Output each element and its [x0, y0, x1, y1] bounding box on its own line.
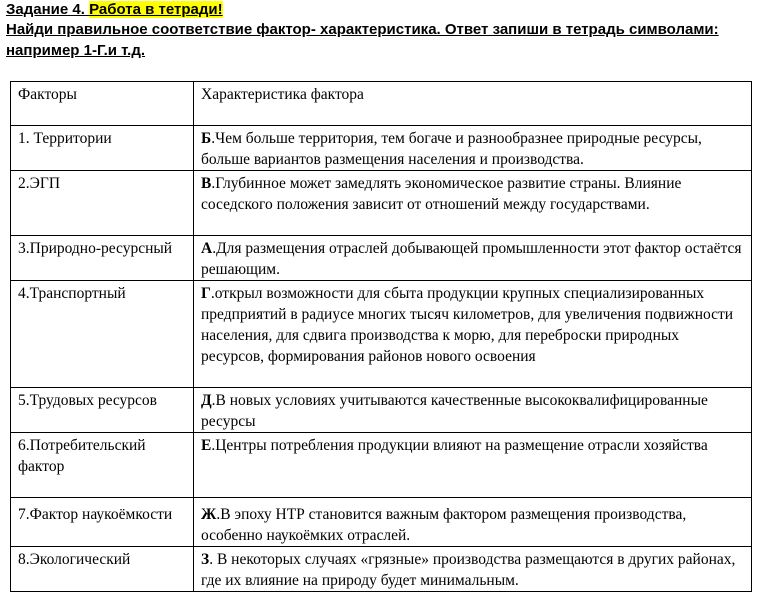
- answer-letter: В: [201, 175, 212, 192]
- characteristic-cell: [194, 433, 752, 498]
- answer-letter: Е: [201, 437, 212, 454]
- factor-cell: 7.Фактор наукоёмкости: [11, 498, 194, 547]
- header-factors: Факторы: [11, 82, 194, 126]
- factor-cell: 8.Экологический: [11, 547, 194, 592]
- task-highlight: Работа в тетради!: [89, 1, 223, 18]
- characteristic-cell: [194, 171, 752, 236]
- characteristic-cell: [194, 236, 752, 281]
- table-row: [11, 236, 752, 281]
- answer-letter: Б: [201, 130, 212, 147]
- table-row: [11, 498, 752, 547]
- factor-cell: 1. Территории: [11, 126, 194, 171]
- characteristic-cell: [194, 281, 752, 388]
- factor-cell: 2.ЭГП: [11, 171, 194, 236]
- characteristic-text: .Центры потребления продукции влияют на размещение отрасли хозяйства: [211, 437, 708, 454]
- characteristic-text: .В эпоху НТР становится важным фактором размещения производства, особенно наукоёмких отраслей.: [201, 506, 687, 544]
- table-row: [11, 433, 752, 498]
- characteristic-text: . В некоторых случаях «грязные» производства размещаются в других районах, где их влияние на природу будет минимальным.: [201, 551, 736, 589]
- characteristic-text: .Глубинное может замедлять экономическое развитие страны. Влияние соседского положения зависит от отношений между государствами.: [201, 175, 682, 213]
- header-characteristic: Характеристика фактора: [194, 82, 752, 126]
- table-row: [11, 126, 752, 171]
- answer-letter: Ж: [201, 506, 217, 523]
- factor-cell: 5.Трудовых ресурсов: [11, 388, 194, 433]
- table-row: [11, 281, 752, 388]
- answer-letter: Д: [201, 392, 212, 409]
- characteristic-cell: [194, 547, 752, 592]
- table-row: [11, 388, 752, 433]
- characteristic-text: .Чем больше территория, тем богаче и разнообразнее природные ресурсы, больше вариантов размещения населения и производства.: [201, 130, 702, 168]
- answer-letter: Г: [201, 285, 211, 302]
- characteristic-text: .открыл возможности для сбыта продукции крупных специализированных предприятий в радиусе многих тысяч километров, для увеличения подвижности населения, для сдвига производства к морю, для переброски природных ресурсов, формирования районов нового освоения: [201, 285, 734, 365]
- answer-letter: З: [201, 551, 210, 568]
- characteristic-text: .Для размещения отраслей добывающей промышленности этот фактор остаётся решающим.: [201, 240, 742, 278]
- factor-table: [10, 81, 752, 592]
- table-row: [11, 171, 752, 236]
- characteristic-cell: [194, 498, 752, 547]
- factor-cell: 3.Природно-ресурсный: [11, 236, 194, 281]
- characteristic-cell: [194, 126, 752, 171]
- characteristic-text: .В новых условиях учитываются качественные высококвалифицированные ресурсы: [201, 392, 708, 430]
- task-header: [6, 0, 758, 61]
- table-header-row: [11, 82, 752, 126]
- characteristic-cell: [194, 388, 752, 433]
- task-instruction: Найди правильное соответствие фактор- характеристика. Ответ запиши в тетрадь символами: например 1-Г.и т.д.: [6, 21, 719, 59]
- factor-cell: 6.Потребительский фактор: [11, 433, 194, 498]
- factor-cell: 4.Транспортный: [11, 281, 194, 388]
- answer-letter: А: [201, 240, 213, 257]
- table-row: [11, 547, 752, 592]
- task-title: [6, 0, 758, 19]
- task-prefix: Задание 4.: [6, 1, 90, 18]
